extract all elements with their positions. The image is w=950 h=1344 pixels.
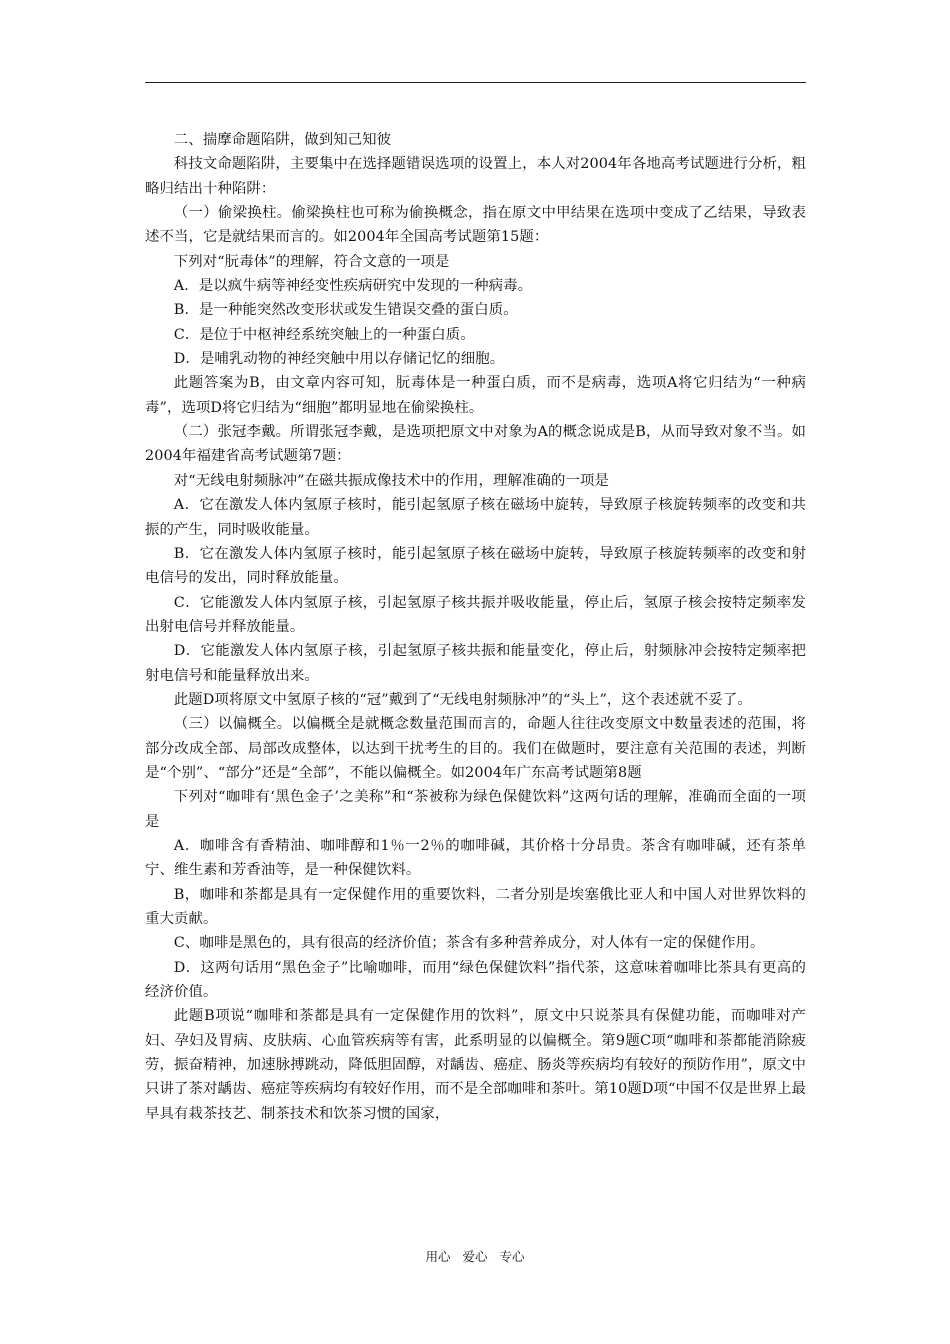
paragraph: （三）以偏概全。以偏概全是就概念数量范围而言的，命题人往往改变原文中数量表述的范围，将部分改成全部、局部改成整体，以达到干扰考生的目的。我们在做题时，要注意有关范围的表述，判断是“个别”、“部分”还是“全部”，不能以偏概全。如2004年广东高考试题第8题 (145, 716, 806, 781)
paragraph: 科技文命题陷阱，主要集中在选择题错误选项的设置上，本人对2004年各地高考试题进行分析，粗略归结出十种陷阱： (145, 156, 806, 197)
option-a: A．是以疯牛病等神经变性疾病研究中发现的一种病毒。 (173, 278, 533, 295)
page-footer: 用心 爱心 专心 (425, 1249, 525, 1264)
option-b: B，咖啡和茶都是具有一定保健作用的重要饮料，二者分别是埃塞俄比亚人和中国人对世界饮料的重大贡献。 (145, 886, 806, 927)
analysis: 此题答案为B，由文章内容可知，朊毒体是一种蛋白质，而不是病毒，选项A将它归结为“一种病毒”，选项D将它归结为“细胞”都明显地在偷梁换柱。 (145, 375, 806, 416)
option-b: B．是一种能突然改变形状或发生错误交叠的蛋白质。 (173, 302, 518, 319)
analysis: 此题D项将原文中氢原子核的“冠”戴到了“无线电射频脉冲”的“头上”，这个表述就不妥了。 (173, 691, 752, 708)
option-c: C．是位于中枢神经系统突触上的一种蛋白质。 (173, 326, 475, 343)
option-a: A．咖啡含有香精油、咖啡醇和1％一2％的咖啡碱，其价格十分昂贵。茶含有咖啡碱，还有茶单宁、维生素和芳香油等，是一种保健饮料。 (145, 837, 806, 879)
paragraph: （一）偷梁换柱。偷梁换柱也可称为偷换概念，指在原文中甲结果在选项中变成了乙结果，导致表述不当，它是就结果而言的。如2004年全国高考试题第15题： (145, 205, 806, 246)
header-rule (145, 82, 806, 83)
paragraph: （二）张冠李戴。所谓张冠李戴，是选项把原文中对象为A的概念说成是B，从而导致对象不当。如2004年福建省高考试题第7题： (145, 424, 806, 465)
question-stem: 下列对“朊毒体”的理解，符合文意的一项是 (173, 253, 450, 270)
option-b: B．它在激发人体内氢原子核时，能引起氢原子核在磁场中旋转，导致原子核旋转频率的改变和射电信号的发出，同时释放能量。 (145, 545, 806, 587)
option-d: D．它能激发人体内氢原子核，引起氢原子核共振和能量变化，停止后，射频脉冲会按特定频率把射电信号和能量释放出来。 (145, 643, 806, 684)
analysis: 此题B项说“咖啡和茶都是具有一定保健作用的饮料”，原文中只说茶具有保健功能，而咖啡对产妇、孕妇及胃病、皮肤病、心血管疾病等有害，此系明显的以偏概全。第9题C项“咖啡和茶都能消除疲劳，振奋精神，加速脉搏跳动，降低胆固醇，对龋齿、癌症、肠炎等疾病均有较好的预防作用”，原文中只讲了茶对龋齿、癌症等疾病均有较好作用，而不是全部咖啡和茶叶。第10题D项“中国不仅是世界上最早具有栽茶技艺、制茶技术和饮茶习惯的国家， (145, 1008, 806, 1122)
option-d: D．这两句话用“黑色金子”比喻咖啡，而用“绿色保健饮料”指代茶，这意味着咖啡比茶具有更高的经济价值。 (145, 959, 806, 1001)
question-stem: 对“无线电射频脉冲”在磁共振成像技术中的作用，理解准确的一项是 (173, 472, 609, 489)
question-stem: 下列对“咖啡有‘黑色金子’之美称”和“茶被称为绿色保健饮料”这两句话的理解，准确而全面的一项是 (145, 789, 806, 830)
document-body (145, 128, 806, 1126)
option-a: A．它在激发人体内氢原子核时，能引起氢原子核在磁场中旋转，导致原子核旋转频率的改变和共振的产生，同时吸收能量。 (145, 497, 806, 538)
option-c: C、咖啡是黑色的，具有很高的经济价值；茶含有多种营养成分，对人体有一定的保健作用。 (173, 935, 765, 952)
section-heading: 二、揣摩命题陷阱，做到知己知彼 (173, 132, 392, 148)
option-d: D．是哺乳动物的神经突触中用以存储记忆的细胞。 (173, 351, 505, 368)
option-c: C．它能激发人体内氢原子核，引起氢原子核共振并吸收能量，停止后，氢原子核会按特定频率发出射电信号并释放能量。 (145, 594, 806, 635)
